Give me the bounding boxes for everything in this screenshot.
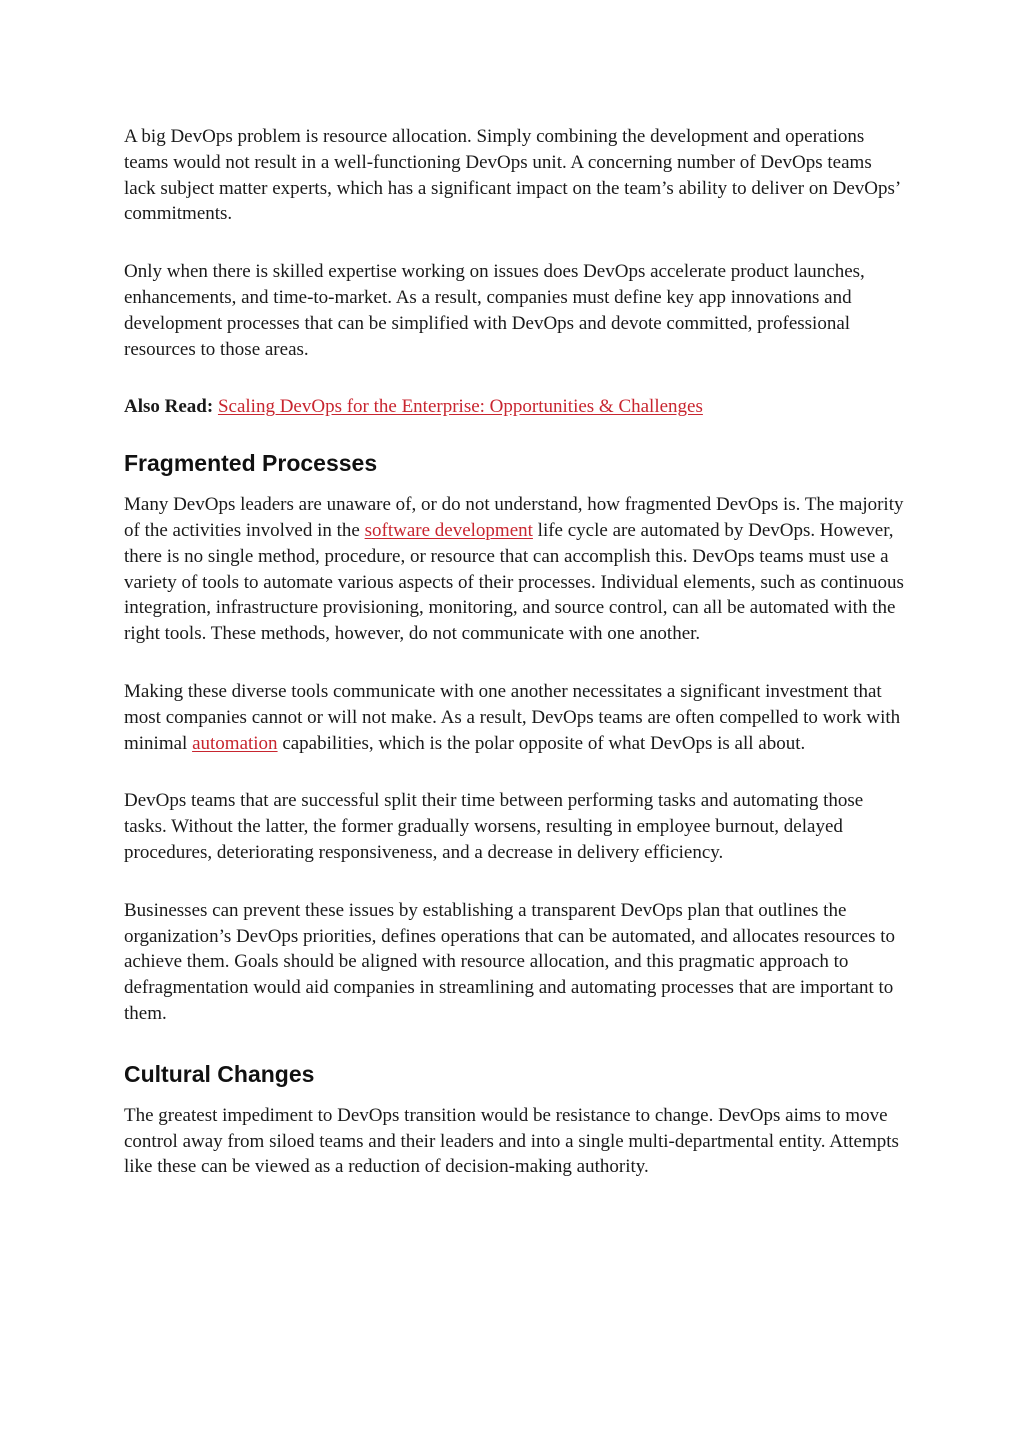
- fragmented-p2-text-before: Making these diverse tools communicate with one another necessitates a significant investment that most companies cannot or will not make. As a result, DevOps teams are often compelled to work with minimal: [124, 680, 901, 754]
- cultural-paragraph-1: The greatest impediment to DevOps transition would be resistance to change. DevOps aims to move control away from siloed teams and their leaders and into a single multi-departmental entity. Attempts like these can be viewed as a reduction of decision-making authority.: [124, 1104, 899, 1178]
- intro-paragraph-2: Only when there is skilled expertise working on issues does DevOps accelerate product launches, enhancements, and time-to-market. As a result, companies must define key app innovations and development processes that can be simplified with DevOps and devote committed, professional resources to those areas.: [124, 261, 865, 360]
- section-heading-cultural-changes: Cultural Changes: [124, 1060, 315, 1087]
- section-heading-fragmented-processes: Fragmented Processes: [124, 450, 378, 477]
- also-read-link[interactable]: Scaling DevOps for the Enterprise: Opportunities & Challenges: [217, 396, 703, 418]
- fragmented-p2-text-after: capabilities, which is the polar opposite of what DevOps is all about.: [277, 732, 806, 754]
- intro-paragraph-1: A big DevOps problem is resource allocation. Simply combining the development and operations teams would not result in a well-functioning DevOps unit. A concerning number of DevOps teams lack subject matter experts, which has a significant impact on the team’s ability to deliver on DevOps’ commitments.: [124, 126, 900, 225]
- fragmented-paragraph-2: [124, 679, 904, 756]
- fragmented-p1-text-after: life cycle are automated by DevOps. However, there is no single method, procedure, or resource that can accomplish this. DevOps teams must use a variety of tools to automate various aspects of their processes. Individual elements, such as continuous integration, infrastructure provisioning, monitoring, and source control, can all be automated with the right tools. These methods, however, do not communicate with one another.: [124, 519, 904, 645]
- automation-link[interactable]: automation: [192, 732, 278, 754]
- also-read-line: [124, 394, 904, 420]
- document-page: [124, 124, 904, 1212]
- also-read-label: Also Read:: [124, 396, 214, 418]
- fragmented-paragraph-3: DevOps teams that are successful split their time between performing tasks and automating those tasks. Without the latter, the former gradually worsens, resulting in employee burnout, delayed procedures, deteriorating responsiveness, and a decrease in delivery efficiency.: [124, 790, 864, 863]
- fragmented-paragraph-1: [124, 492, 904, 647]
- software-development-link[interactable]: software development: [364, 519, 533, 541]
- fragmented-paragraph-4: Businesses can prevent these issues by establishing a transparent DevOps plan that outlines the organization’s DevOps priorities, defines operations that can be automated, and allocates resources to achieve them. Goals should be aligned with resource allocation, and this pragmatic approach to defragmentation would aid companies in streamlining and automating processes that are important to them.: [124, 899, 896, 1024]
- fragmented-p1-text-before: Many DevOps leaders are unaware of, or do not understand, how fragmented DevOps is. The majority of the activities involved in the: [124, 494, 904, 541]
